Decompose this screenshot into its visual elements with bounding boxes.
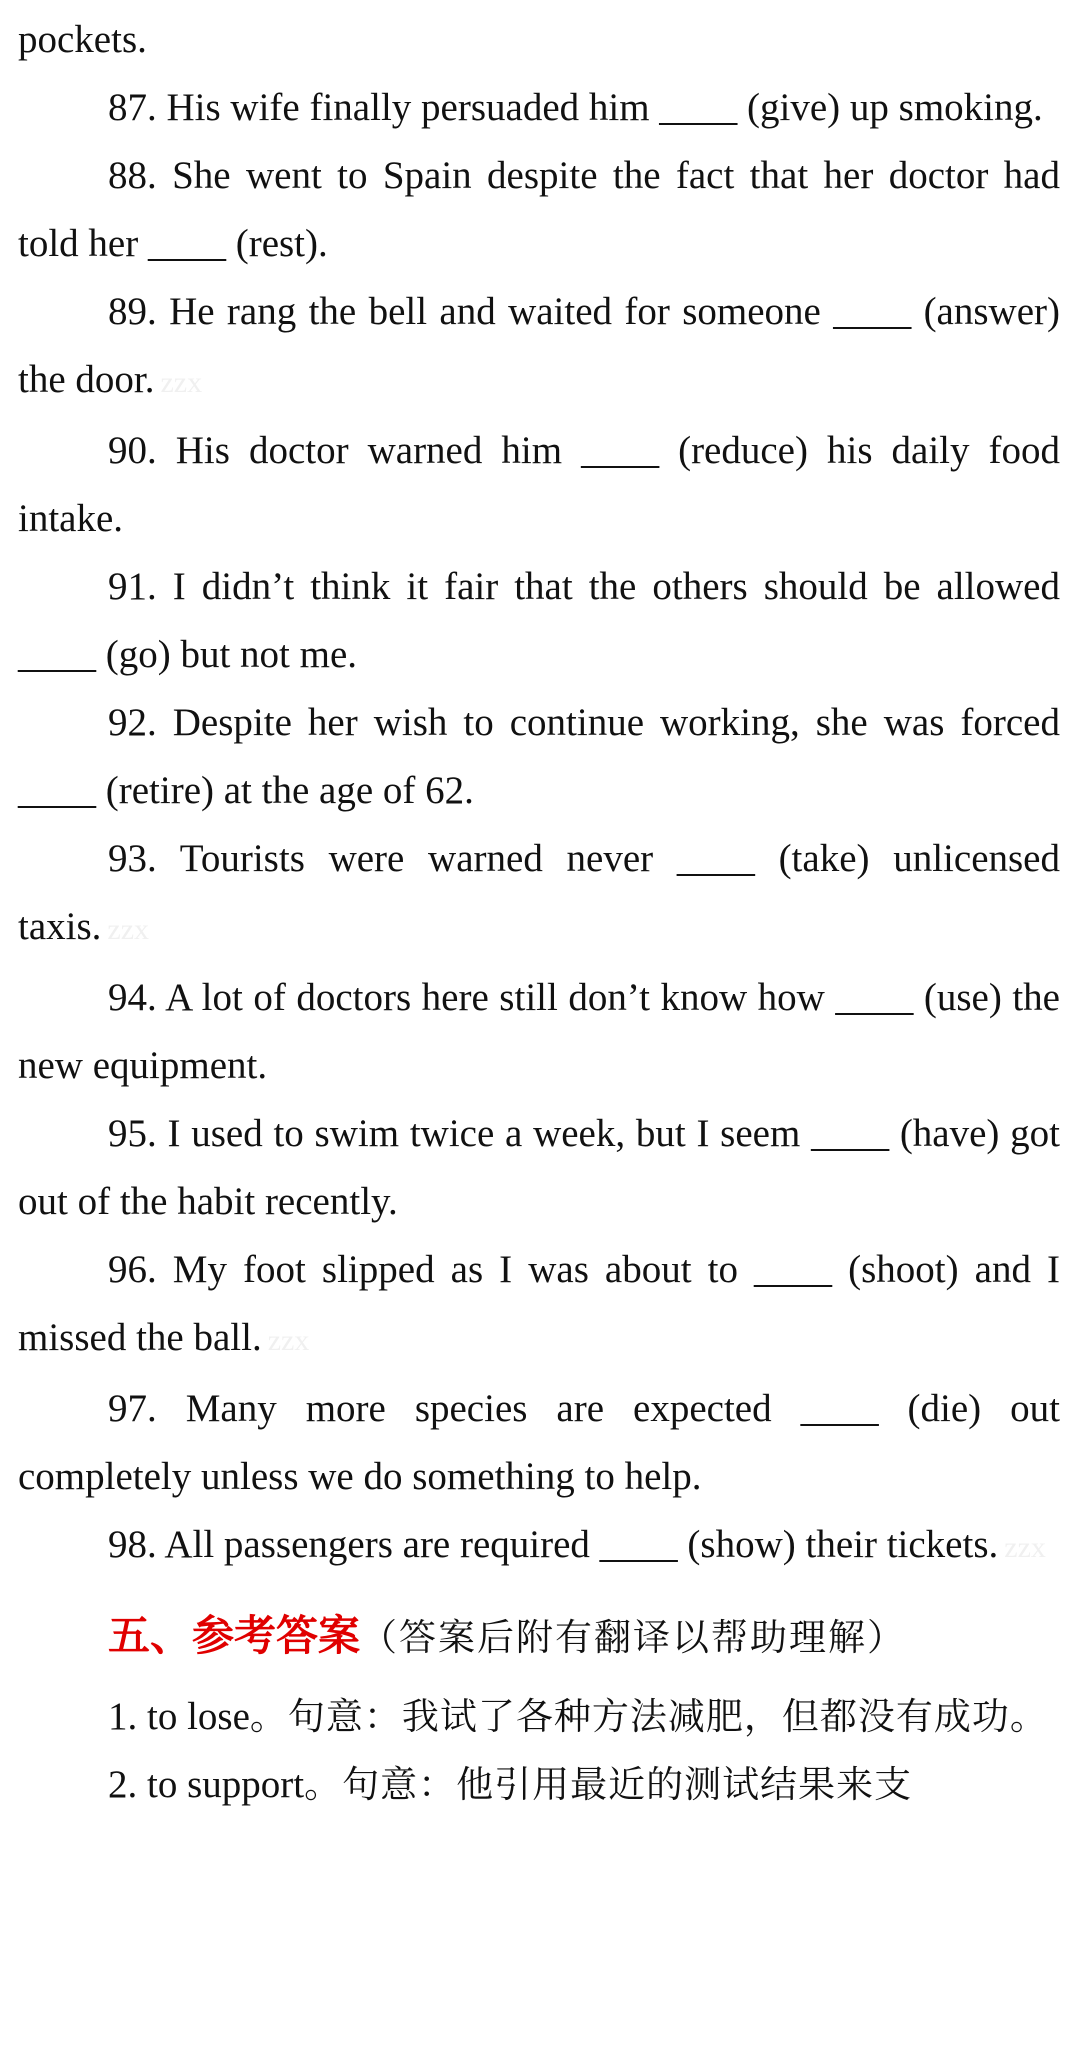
question-93: 93. Tourists were warned never ____ (take) unlicensed taxis. zzx [18, 837, 1060, 948]
question-87: 87. His wife finally persuaded him ____ (give) up smoking. [108, 86, 1043, 129]
question-94: 94. A lot of doctors here still don’t know how ____ (use) the new equipment. [18, 976, 1060, 1087]
watermark: zzx [107, 913, 150, 946]
watermark: zzx [267, 1324, 310, 1357]
question-88: 88. She went to Spain despite the fact that her doctor had told her ____ (rest). [18, 154, 1060, 265]
answer-2-key: 2. to support [108, 1763, 305, 1806]
question-90: 90. His doctor warned him ____ (reduce) his daily food intake. [18, 429, 1060, 540]
answer-section-note: （答案后附有翻译以帮助理解） [360, 1618, 907, 1659]
answer-1-translation: 。句意：我试了各种方法减肥，但都没有成功。 [249, 1695, 1048, 1738]
document-content [18, 6, 1060, 1819]
watermark: zzx [160, 366, 203, 399]
question-92: 92. Despite her wish to continue working, she was forced ____ (retire) at the age of 62. [18, 701, 1060, 812]
answer-1 [18, 1683, 1060, 1751]
text-fragment: pockets. [18, 18, 147, 61]
answer-2 [18, 1751, 1060, 1819]
watermark: zzx [1004, 1531, 1046, 1564]
question-89: 89. He rang the bell and waited for someone ____ (answer) the door. zzx [18, 290, 1060, 401]
answer-section-title: 五、参考答案 [108, 1611, 361, 1660]
question-96: 96. My foot slipped as I was about to ____ (shoot) and I missed the ball. zzx [18, 1248, 1060, 1359]
question-91: 91. I didn’t think it fair that the others should be allowed ____ (go) but not me. [18, 565, 1060, 676]
answer-1-key: 1. to lose [108, 1695, 250, 1738]
question-98: 98. All passengers are required ____ (show) their tickets. zzx [108, 1523, 1046, 1566]
answer-section-heading [18, 1598, 1060, 1677]
question-97: 97. Many more species are expected ____ (die) out completely unless we do something to help. [18, 1387, 1060, 1498]
answer-2-translation: 。句意：他引用最近的测试结果来支 [304, 1763, 913, 1806]
question-95: 95. I used to swim twice a week, but I seem ____ (have) got out of the habit recently. [18, 1112, 1060, 1223]
